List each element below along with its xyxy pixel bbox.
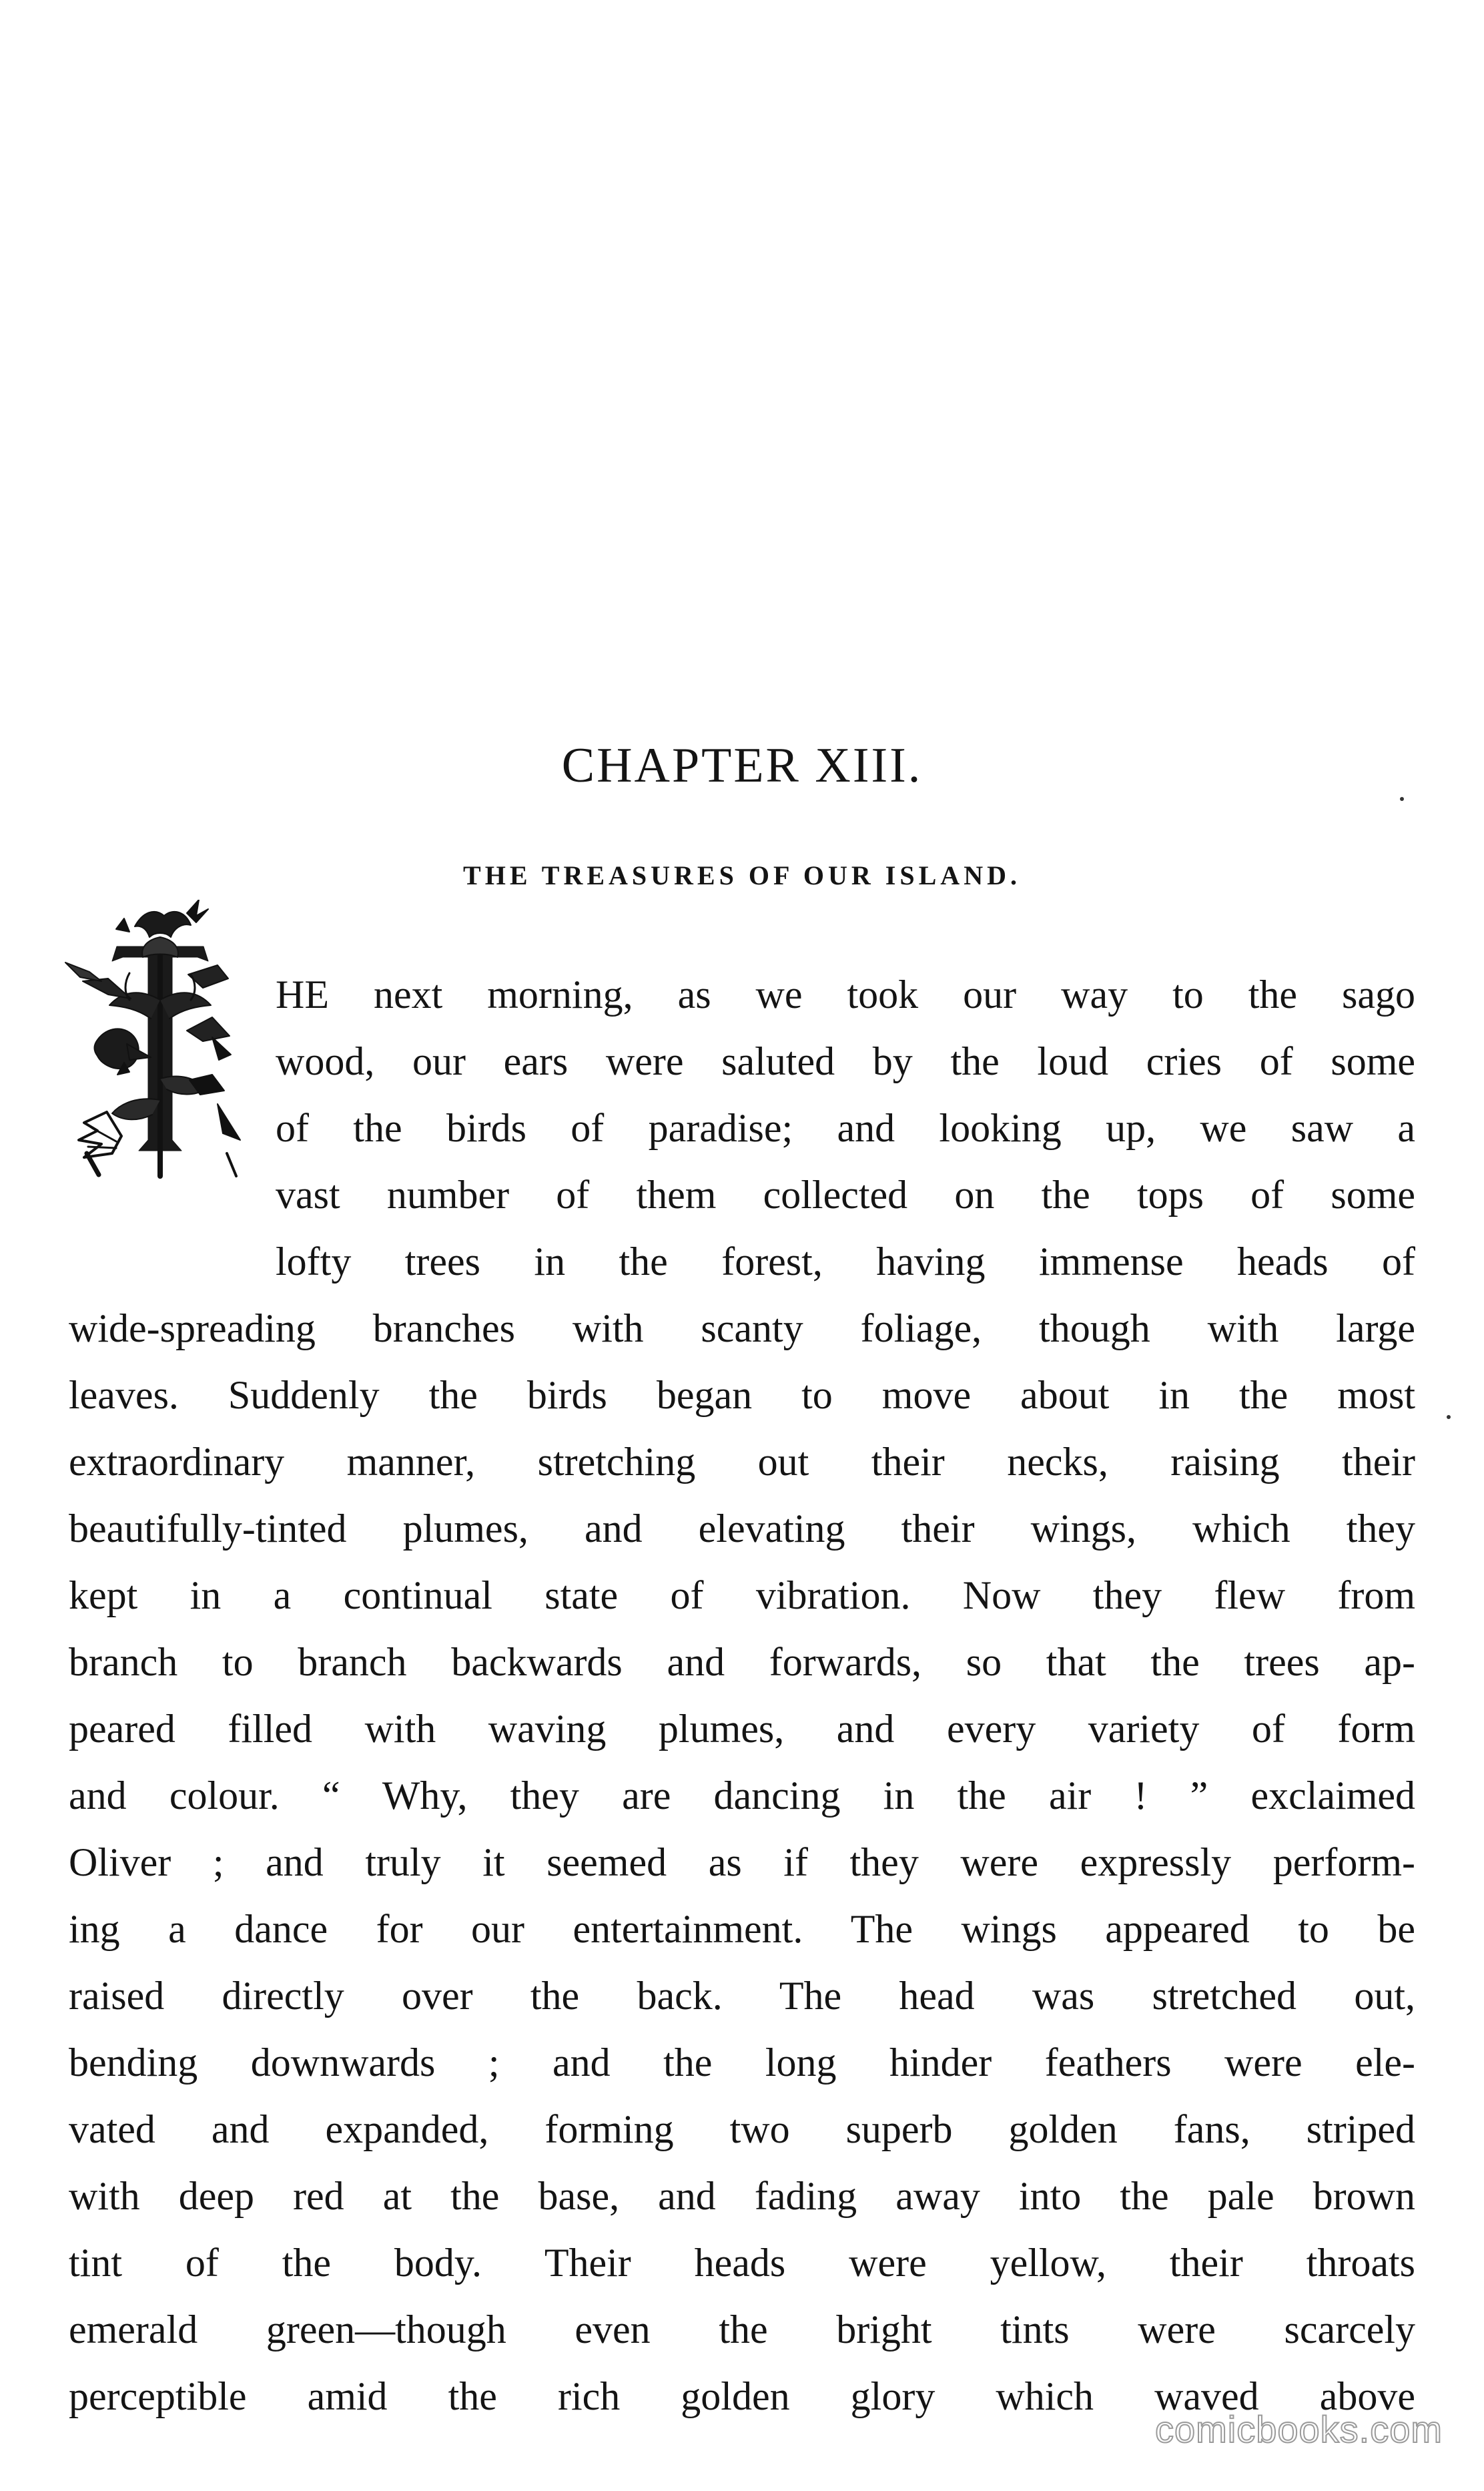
text-line: extraordinary manner, stretching out their necks, raising their (69, 1440, 1415, 1484)
text-line: ing a dance for our entertainment. The wings appeared to be (69, 1907, 1415, 1951)
text-line: and colour. “ Why, they are dancing in the air ! ” exclaimed (69, 1773, 1415, 1818)
text-line: emerald green—though even the bright tints were scarcely (69, 2307, 1415, 2351)
print-speck (1447, 1415, 1451, 1419)
chapter-body (0, 933, 1484, 2418)
text-line: lofty trees in the forest, having immense heads of (276, 1239, 1415, 1284)
text-line: wide-spreading branches with scanty foliage, though with large (69, 1306, 1415, 1350)
text-line: of the birds of paradise; and looking up, we saw a (276, 1106, 1415, 1150)
text-line: raised directly over the back. The head was stretched out, (69, 1974, 1415, 2018)
text-line: vated and expanded, forming two superb golden fans, striped (69, 2107, 1415, 2151)
text-line: perceptible amid the rich golden glory which waved above (69, 2374, 1415, 2418)
print-speck (1400, 797, 1404, 801)
text-line: kept in a continual state of vibration. Now they flew from (69, 1573, 1415, 1617)
text-line: peared filled with waving plumes, and every variety of form (69, 1707, 1415, 1751)
text-line: with deep red at the base, and fading away into the pale brown (69, 2174, 1415, 2218)
watermark: comicbooks.com (1154, 2408, 1443, 2450)
chapter-title: CHAPTER XIII. (561, 738, 923, 793)
text-line: vast number of them collected on the tops of some (276, 1173, 1415, 1217)
text-line: branch to branch backwards and forwards, so that the trees ap- (69, 1640, 1415, 1684)
text-line: wood, our ears were saluted by the loud cries of some (276, 1039, 1415, 1083)
text-line: leaves. Suddenly the birds began to move about in the most (69, 1373, 1415, 1417)
chapter-subtitle: THE TREASURES OF OUR ISLAND. (463, 860, 1021, 890)
text-line: bending downwards ; and the long hinder feathers were ele- (69, 2040, 1415, 2085)
text-line: Oliver ; and truly it seemed as if they were expressly perform- (69, 1840, 1415, 1884)
text-line: beautifully-tinted plumes, and elevating their wings, which they (69, 1506, 1415, 1551)
text-line: HE next morning, as we took our way to the sago (276, 973, 1415, 1017)
text-line: tint of the body. Their heads were yellow, their throats (69, 2241, 1415, 2285)
